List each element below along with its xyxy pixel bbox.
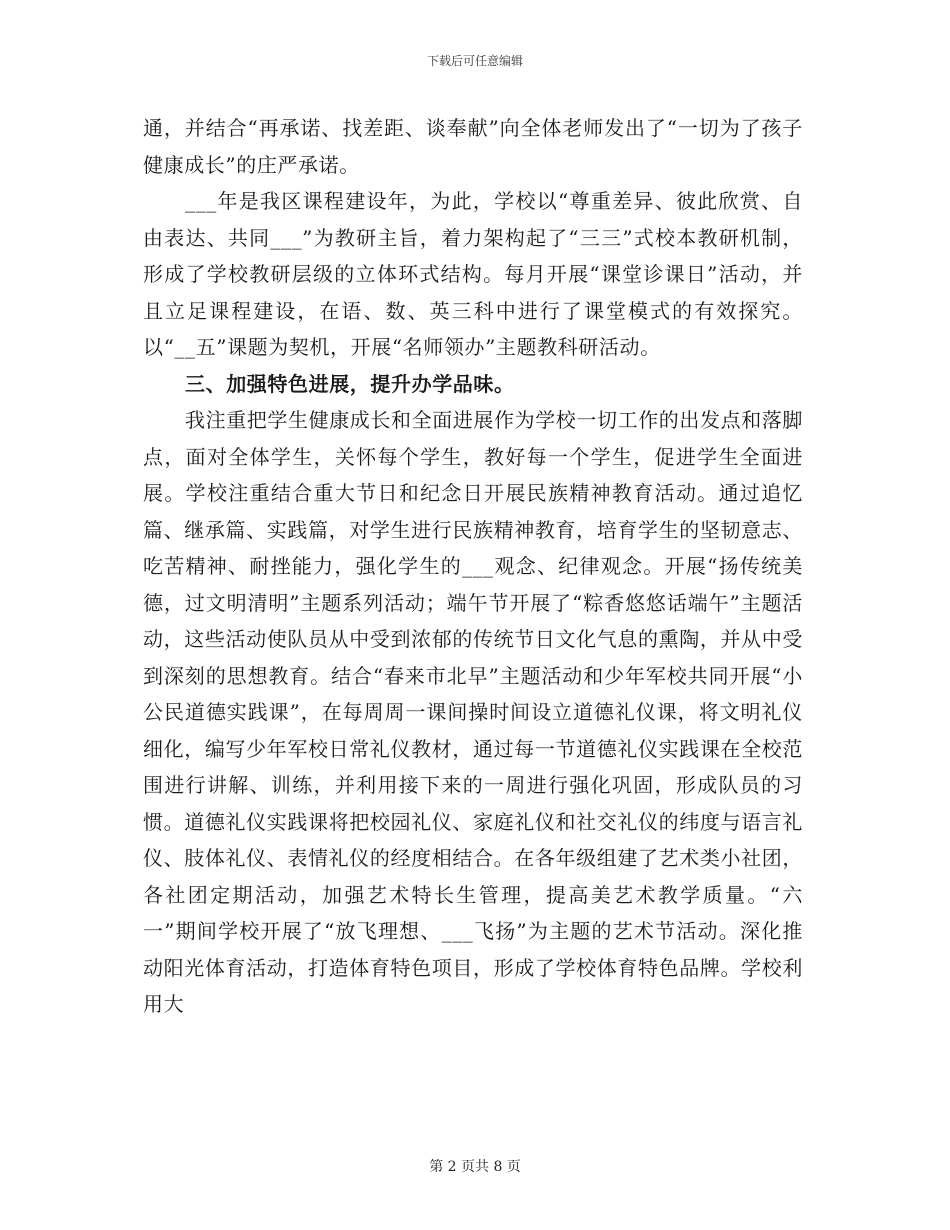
page-number: 第 2 页共 8 页 <box>429 1159 521 1175</box>
page-header: 下载后可任意编辑 <box>426 54 523 68</box>
document-body <box>143 110 803 1023</box>
paragraph-student-development: 我注重把学生健康成长和全面进展作为学校一切工作的出发点和落脚点，面对全体学生，关怀每个学生，教好每一个学生，促进学生全面进展。学校注重结合重大节日和纪念日开展民族精神教育活动。通过追忆篇、继承篇、实践篇，对学生进行民族精神教育，培育学生的坚韧意志、吃苦精神、耐挫能力，强化学生的___观念、纪律观念。开展“扬传统美德，过文明清明”主题系列活动；端午节开展了“粽香悠悠话端午”主题活动，这些活动使队员从中受到浓郁的传统节日文化气息的熏陶，并从中受到深刻的思想教育。结合“春来市北早”主题活动和少年军校共同开展“小公民道德实践课”，在每周周一课间操时间设立道德礼仪课，将文明礼仪细化，编写少年军校日常礼仪教材，通过每一节道德礼仪实践课在全校范围进行讲解、训练，并利用接下来的一周进行强化巩固，形成队员的习惯。道德礼仪实践课将把校园礼仪、家庭礼仪和社交礼仪的纬度与语言礼仪、肢体礼仪、表情礼仪的经度相结合。在各年级组建了艺术类小社团，各社团定期活动，加强艺术特长生管理，提高美艺术教学质量。“六一”期间学校开展了“放飞理想、___飞扬”为主题的艺术节活动。深化推动阳光体育活动，打造体育特色项目，形成了学校体育特色品牌。学校利用大 <box>143 408 803 1016</box>
paragraph-continuation: 通，并结合“再承诺、找差距、谈奉献”向全体老师发出了“一切为了孩子健康成长”的庄严承诺。 <box>143 116 803 177</box>
section-heading-3: 三、加强特色进展，提升办学品味。 <box>185 371 515 396</box>
paragraph-curriculum: ___年是我区课程建设年，为此，学校以“尊重差异、彼此欣赏、自由表达、共同___”为教研主旨，着力架构起了“三三”式校本教研机制，形成了学校教研层级的立体环式结构。每月开展“课堂诊课日”活动，并且立足课程建设，在语、数、英三科中进行了课堂模式的有效探究。以“__五”课题为契机，开展“名师领办”主题教科研活动。 <box>143 189 803 359</box>
